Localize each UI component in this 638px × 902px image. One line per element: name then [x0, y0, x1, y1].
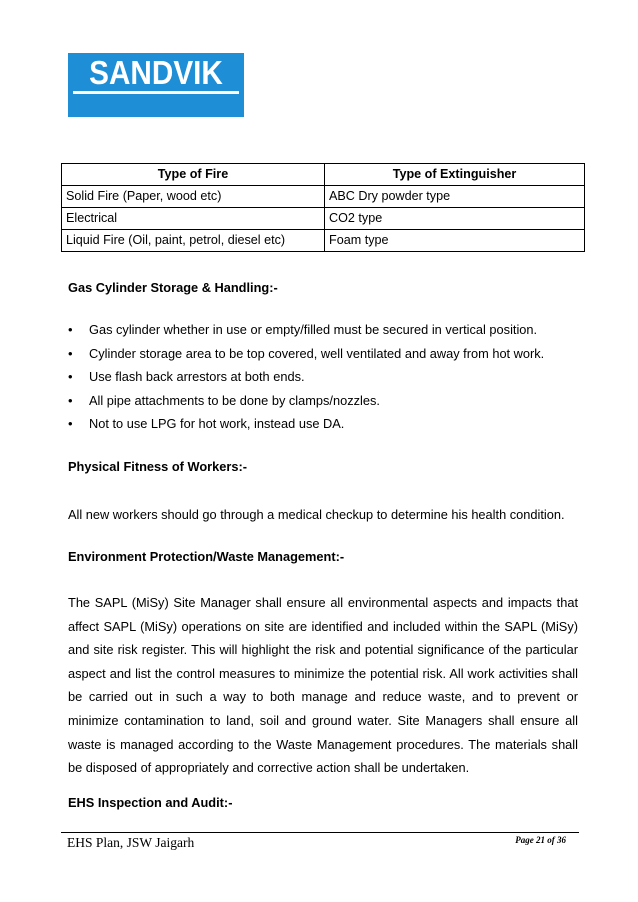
cell-fire-type: Electrical — [62, 208, 325, 230]
footer-page-number: Page 21 of 36 — [515, 835, 566, 845]
footer-divider — [61, 832, 579, 833]
cell-extinguisher-type: CO2 type — [325, 208, 585, 230]
environment-heading: Environment Protection/Waste Management:- — [68, 549, 345, 564]
fire-extinguisher-table — [61, 163, 585, 252]
gas-cylinder-list — [68, 321, 544, 439]
footer-document-title: EHS Plan, JSW Jaigarh — [67, 835, 195, 850]
logo-text: SANDVIK — [89, 54, 223, 91]
list-item: • Not to use LPG for hot work, instead use DA. — [68, 415, 544, 439]
sandvik-logo — [68, 53, 244, 117]
table-row — [62, 230, 585, 252]
physical-fitness-text: All new workers should go through a medical checkup to determine his health condition. — [68, 507, 565, 522]
table-header-row — [62, 164, 585, 186]
list-item: • All pipe attachments to be done by clamps/nozzles. — [68, 392, 544, 416]
physical-fitness-heading: Physical Fitness of Workers:- — [68, 459, 247, 474]
cell-fire-type: Liquid Fire (Oil, paint, petrol, diesel etc) — [62, 230, 325, 252]
gas-cylinder-heading: Gas Cylinder Storage & Handling:- — [68, 280, 278, 295]
list-item: • Use flash back arrestors at both ends. — [68, 368, 544, 392]
table-row — [62, 186, 585, 208]
cell-extinguisher-type: Foam type — [325, 230, 585, 252]
ehs-inspection-heading: EHS Inspection and Audit:- — [68, 795, 233, 810]
header-type-of-extinguisher: Type of Extinguisher — [325, 164, 585, 186]
cell-extinguisher-type: ABC Dry powder type — [325, 186, 585, 208]
header-type-of-fire: Type of Fire — [62, 164, 325, 186]
list-item: • Gas cylinder whether in use or empty/filled must be secured in vertical position. — [68, 321, 544, 345]
cell-fire-type: Solid Fire (Paper, wood etc) — [62, 186, 325, 208]
table-row — [62, 208, 585, 230]
list-item: • Cylinder storage area to be top covered, well ventilated and away from hot work. — [68, 345, 544, 369]
environment-paragraph: The SAPL (MiSy) Site Manager shall ensure all environmental aspects and impacts that affect SAPL (MiSy) operations on site are identified and included within the SAPL (MiSy) and site risk register. This will highlight the risk and potential significance of the particular aspect and list the control measures to minimize the potential risk. All work activities shall be carried out in such a way to both manage and reduce waste, and to prevent or minimize contamination to land, soil and ground water. Site Managers shall ensure all waste is managed according to the Waste Management procedures. The materials shall be disposed of appropriately and corrective action shall be undertaken. — [68, 595, 578, 776]
logo-divider — [73, 91, 239, 94]
